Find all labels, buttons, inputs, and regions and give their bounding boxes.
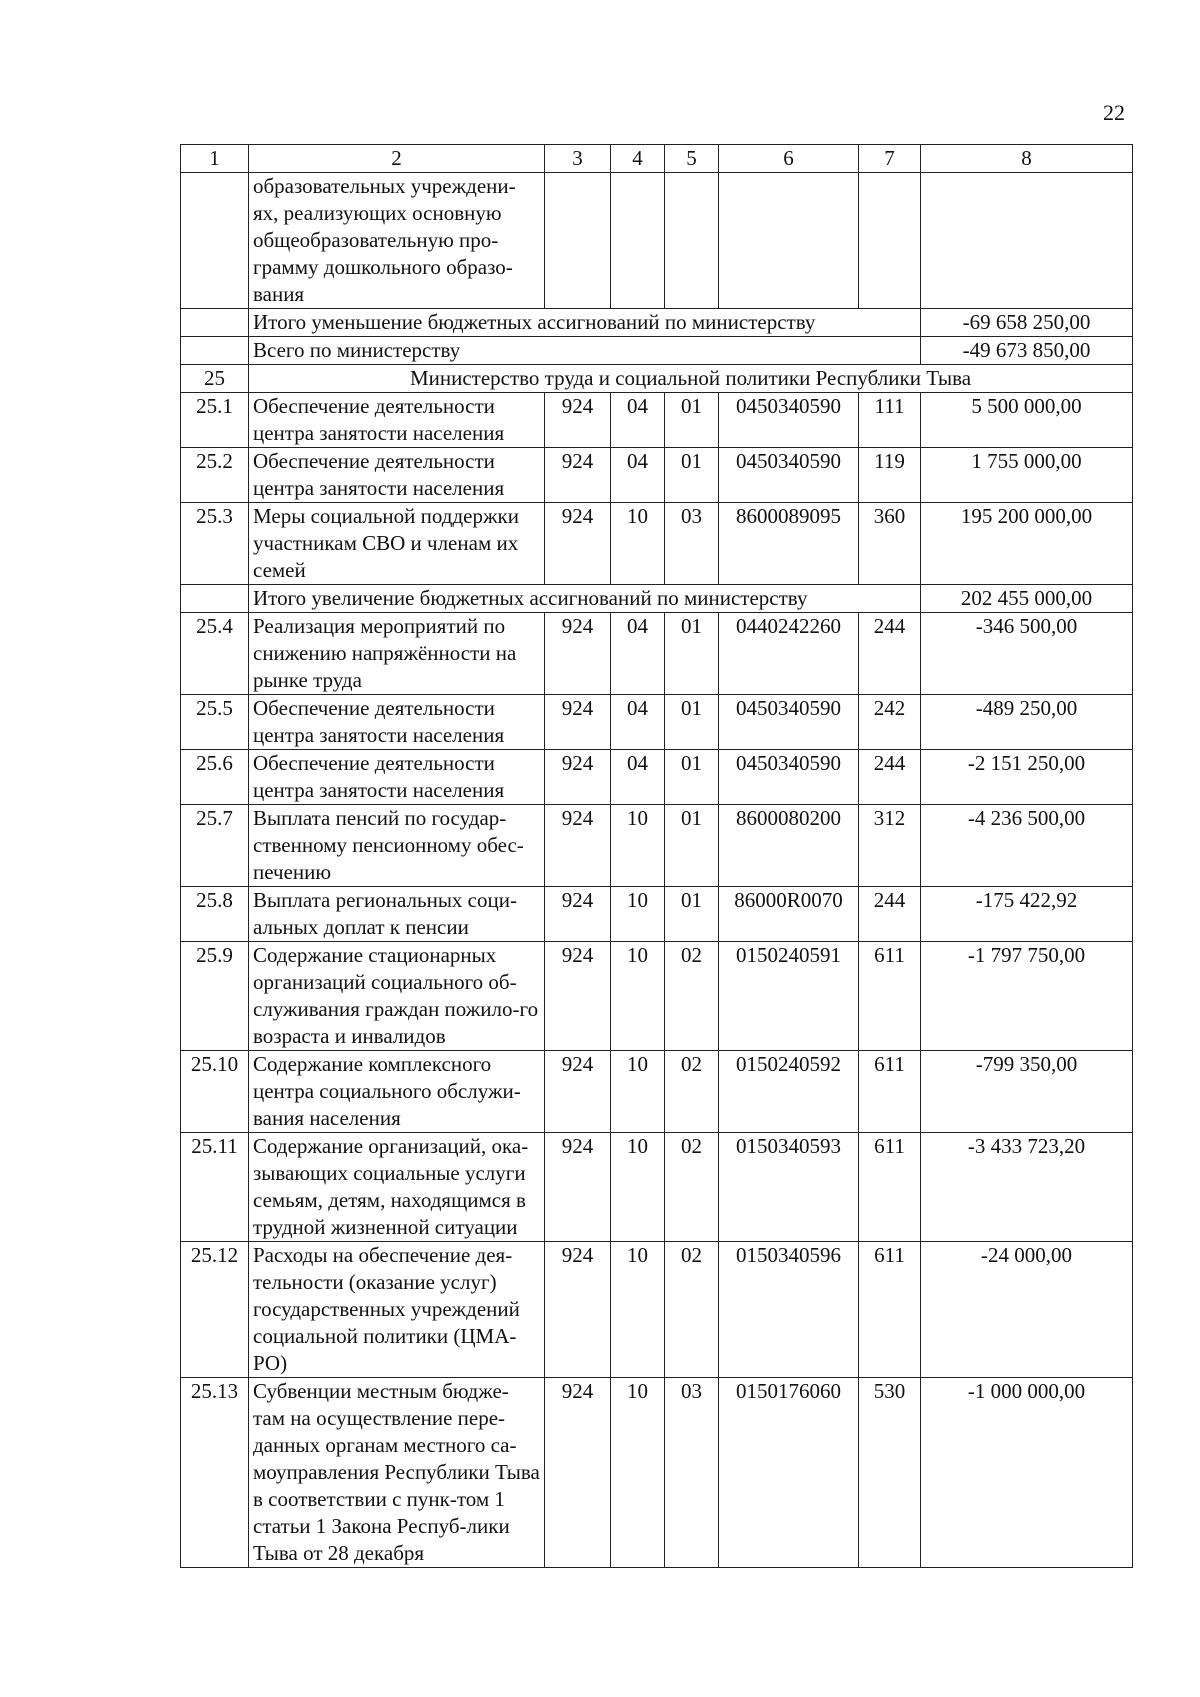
table-row: [181, 942, 1133, 1051]
cell-amount: 1 755 000,00: [921, 448, 1133, 503]
cell-target-code: 0450340590: [719, 750, 859, 805]
total-all-prev-label: Всего по министерству: [249, 337, 921, 365]
cell-target-code: 0150176060: [719, 1378, 859, 1568]
cell-target-code: 8600089095: [719, 503, 859, 585]
page-number: 22: [1103, 100, 1125, 125]
cell-section-code: 10: [611, 503, 665, 585]
cell-amount: -346 500,00: [921, 613, 1133, 695]
cell-section-code: 04: [611, 448, 665, 503]
table-row: [181, 393, 1133, 448]
cell-ministry-code: 924: [545, 1242, 611, 1378]
cell-item-number: 25.4: [181, 613, 249, 695]
cell-num: [181, 173, 249, 309]
cell-target-code: 0150240591: [719, 942, 859, 1051]
cell-subsection-code: 03: [665, 503, 719, 585]
section-number: 25: [181, 365, 249, 393]
table-row: [181, 1051, 1133, 1133]
total-decrease-prev-amount: -69 658 250,00: [921, 309, 1133, 337]
cell-ministry-code: 924: [545, 887, 611, 942]
table-row: [181, 695, 1133, 750]
header-col-2: 2: [249, 145, 545, 173]
cell-target-code: 0450340590: [719, 695, 859, 750]
table-row: [181, 503, 1133, 585]
table-row: [181, 805, 1133, 887]
table-row: [181, 448, 1133, 503]
cell-ministry-code: 924: [545, 448, 611, 503]
cell-item-name: Выплата региональных соци-альных доплат к пенсии: [249, 887, 545, 942]
cell-target-code: 8600080200: [719, 805, 859, 887]
cell-subsection-code: 02: [665, 1133, 719, 1242]
cell-subsection-code: 01: [665, 393, 719, 448]
cell-target-code: 0450340590: [719, 448, 859, 503]
table-row: [181, 1378, 1133, 1568]
cell-target-code: 0150240592: [719, 1051, 859, 1133]
section-row: [181, 365, 1133, 393]
total-increase-label: Итого увеличение бюджетных ассигнований по министерству: [249, 585, 921, 613]
cell-expense-type: 530: [859, 1378, 921, 1568]
cell-expense-type: 244: [859, 750, 921, 805]
header-col-5: 5: [665, 145, 719, 173]
cell-section-code: 10: [611, 1133, 665, 1242]
total-row: [181, 309, 1133, 337]
cell-section-code: 10: [611, 1051, 665, 1133]
cell-expense-type: 312: [859, 805, 921, 887]
cell-amount: -489 250,00: [921, 695, 1133, 750]
cell-ministry-code: 924: [545, 503, 611, 585]
cell-ministry-code: 924: [545, 393, 611, 448]
cell-expense-type: 360: [859, 503, 921, 585]
cell-ministry-code: 924: [545, 695, 611, 750]
cell-item-number: 25.6: [181, 750, 249, 805]
table-row: [181, 750, 1133, 805]
cell-expense-type: 119: [859, 448, 921, 503]
cell-target-code: 0150340593: [719, 1133, 859, 1242]
header-col-7: 7: [859, 145, 921, 173]
cell-item-number: 25.1: [181, 393, 249, 448]
continuation-row: [181, 173, 1133, 309]
cell-section-code: 10: [611, 805, 665, 887]
cell-ministry-code: 924: [545, 1133, 611, 1242]
cell-amount: -1 000 000,00: [921, 1378, 1133, 1568]
cell-item-name: Субвенции местным бюдже-там на осуществление пере-данных органам местного са-моуправления Республики Тыва в соответствии с пунк-том 1 статьи 1 Закона Респуб-лики Тыва от 28 декабря: [249, 1378, 545, 1568]
cell-ministry-code: 924: [545, 750, 611, 805]
cell-expense-type: 244: [859, 613, 921, 695]
cell-expense-type: 242: [859, 695, 921, 750]
budget-table: [180, 144, 1133, 1568]
cell-item-name: Обеспечение деятельности центра занятости населения: [249, 695, 545, 750]
cell-target-code: 86000R0070: [719, 887, 859, 942]
header-col-1: 1: [181, 145, 249, 173]
continuation-text: образовательных учреждени-ях, реализующих основную общеобразовательную про-грамму дошкольного образо-вания: [249, 173, 545, 309]
cell-subsection-code: 03: [665, 1378, 719, 1568]
total-row: [181, 337, 1133, 365]
cell-subsection-code: 01: [665, 695, 719, 750]
cell-amount: -799 350,00: [921, 1051, 1133, 1133]
cell-ministry-code: 924: [545, 613, 611, 695]
cell-ministry-code: 924: [545, 942, 611, 1051]
cell-item-name: Меры социальной поддержки участникам СВО и членам их семей: [249, 503, 545, 585]
cell-section-code: 10: [611, 942, 665, 1051]
cell-item-number: 25.2: [181, 448, 249, 503]
table-row: [181, 1133, 1133, 1242]
cell-amount: 5 500 000,00: [921, 393, 1133, 448]
cell-item-number: 25.5: [181, 695, 249, 750]
cell-amount: -4 236 500,00: [921, 805, 1133, 887]
cell-expense-type: 244: [859, 887, 921, 942]
cell-ministry-code: 924: [545, 1378, 611, 1568]
cell-item-name: Выплата пенсий по государ-ственному пенсионному обес-печению: [249, 805, 545, 887]
cell-target-code: 0440242260: [719, 613, 859, 695]
total-all-prev-amount: -49 673 850,00: [921, 337, 1133, 365]
cell-target-code: 0450340590: [719, 393, 859, 448]
cell-item-number: 25.3: [181, 503, 249, 585]
cell-subsection-code: 01: [665, 750, 719, 805]
cell-expense-type: 611: [859, 942, 921, 1051]
section-title: Министерство труда и социальной политики Республики Тыва: [249, 365, 1133, 393]
cell-item-number: 25.9: [181, 942, 249, 1051]
cell-item-name: Реализация мероприятий по снижению напряжённости на рынке труда: [249, 613, 545, 695]
header-col-8: 8: [921, 145, 1133, 173]
cell-item-number: 25.8: [181, 887, 249, 942]
cell-item-number: 25.10: [181, 1051, 249, 1133]
total-row: [181, 585, 1133, 613]
cell-ministry-code: 924: [545, 1051, 611, 1133]
cell-amount: -3 433 723,20: [921, 1133, 1133, 1242]
header-col-4: 4: [611, 145, 665, 173]
cell-expense-type: 611: [859, 1242, 921, 1378]
cell-item-name: Расходы на обеспечение дея-тельности (оказание услуг) государственных учреждений социальной политики (ЦМА-РО): [249, 1242, 545, 1378]
cell-target-code: 0150340596: [719, 1242, 859, 1378]
cell-amount: -2 151 250,00: [921, 750, 1133, 805]
cell-item-name: Обеспечение деятельности центра занятости населения: [249, 393, 545, 448]
cell-subsection-code: 02: [665, 942, 719, 1051]
table-row: [181, 887, 1133, 942]
cell-item-name: Содержание комплексного центра социального обслужи-вания населения: [249, 1051, 545, 1133]
cell-amount: -175 422,92: [921, 887, 1133, 942]
cell-amount: -24 000,00: [921, 1242, 1133, 1378]
cell-item-name: Обеспечение деятельности центра занятости населения: [249, 750, 545, 805]
cell-expense-type: 111: [859, 393, 921, 448]
cell-subsection-code: 01: [665, 448, 719, 503]
cell-item-number: 25.7: [181, 805, 249, 887]
cell-ministry-code: 924: [545, 805, 611, 887]
cell-section-code: 04: [611, 695, 665, 750]
cell-subsection-code: 01: [665, 887, 719, 942]
cell-section-code: 04: [611, 393, 665, 448]
cell-item-name: Содержание стационарных организаций социального об-служивания граждан пожило-го возраста и инвалидов: [249, 942, 545, 1051]
cell-expense-type: 611: [859, 1051, 921, 1133]
cell-amount: -1 797 750,00: [921, 942, 1133, 1051]
total-decrease-prev-label: Итого уменьшение бюджетных ассигнований по министерству: [249, 309, 921, 337]
header-col-6: 6: [719, 145, 859, 173]
cell-amount: 195 200 000,00: [921, 503, 1133, 585]
cell-section-code: 04: [611, 750, 665, 805]
cell-item-number: 25.11: [181, 1133, 249, 1242]
cell-section-code: 10: [611, 1242, 665, 1378]
cell-expense-type: 611: [859, 1133, 921, 1242]
cell-section-code: 10: [611, 887, 665, 942]
cell-item-name: Содержание организаций, ока-зывающих социальные услуги семьям, детям, находящимся в трудной жизненной ситуации: [249, 1133, 545, 1242]
total-increase-amount: 202 455 000,00: [921, 585, 1133, 613]
table-row: [181, 613, 1133, 695]
cell-subsection-code: 01: [665, 613, 719, 695]
cell-section-code: 04: [611, 613, 665, 695]
table-header: [181, 145, 1133, 173]
header-col-3: 3: [545, 145, 611, 173]
cell-subsection-code: 02: [665, 1051, 719, 1133]
cell-item-number: 25.12: [181, 1242, 249, 1378]
table-body: [181, 173, 1133, 1568]
cell-section-code: 10: [611, 1378, 665, 1568]
table-row: [181, 1242, 1133, 1378]
cell-item-name: Обеспечение деятельности центра занятости населения: [249, 448, 545, 503]
cell-subsection-code: 01: [665, 805, 719, 887]
cell-subsection-code: 02: [665, 1242, 719, 1378]
cell-item-number: 25.13: [181, 1378, 249, 1568]
